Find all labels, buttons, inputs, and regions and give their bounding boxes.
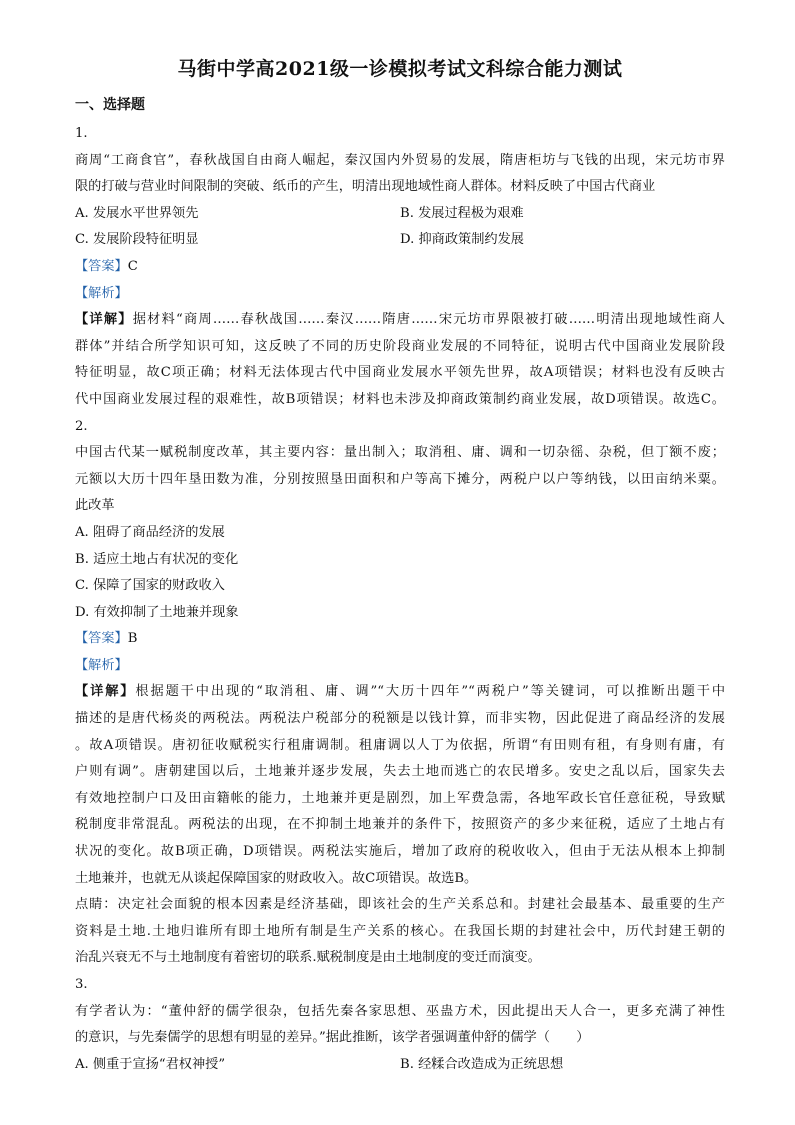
answer-line: [75, 626, 725, 653]
option-a: A. 发展水平世界领先: [75, 205, 199, 221]
detail-line: 有效地控制户口及田亩籍帐的能力，土地兼并更是剧烈，加上军费急需，各地军政长官任意征税，导致赋: [75, 790, 725, 806]
analysis-tag: 【解析】: [75, 657, 128, 673]
question-stem-line: 商周“工商食官”，春秋战国自由商人崛起，秦汉国内外贸易的发展，隋唐柜坊与飞钱的出现，宋元坊市界: [75, 152, 725, 168]
answer-value: C: [127, 258, 138, 274]
detail-line: 税制度非常混乱。两税法的出现，在不抑制土地兼并的条件下，按照资产的多少来征税，适应了土地占有: [75, 817, 725, 833]
detail-line: 群体”并结合所学知识可知，这反映了不同的历史阶段商业发展的不同特征，说明古代中国商业发展阶段: [75, 338, 725, 354]
question-stem-line: 中国古代某一赋税制度改革，其主要内容：量出制入；取消租、庸、调和一切杂徭、杂税，但丁额不废；: [75, 445, 725, 461]
answer-tag: 【答案】: [75, 258, 128, 274]
detail-line: 代中国商业发展过程的艰难性，故B项错误；材料也未涉及抑商政策制约商业发展，故D项错误。故选C。: [75, 391, 725, 407]
detail-tag: 【详解】: [75, 684, 136, 700]
section-heading: 一、选择题: [75, 97, 145, 113]
detail-line: 土地兼并，也就无从谈起保障国家的财政收入。故C项错误。故选B。: [75, 870, 478, 886]
detail-line: 描述的是唐代杨炎的两税法。两税法户税部分的税额是以钱计算，而非实物，因此促进了商品经济的发展: [75, 711, 725, 727]
note-line: 点睛：决定社会面貌的根本因素是经济基础，即该社会的生产关系总和。封建社会最基本、最重要的生产: [75, 897, 725, 913]
option-c: C. 发展阶段特征明显: [75, 232, 199, 248]
detail-tag: 【详解】: [75, 312, 133, 328]
detail-line: [75, 307, 725, 334]
detail-text: 据材料“商周……春秋战国……秦汉……隋唐……宋元坊市界限被打破……明清出现地域性商人: [132, 312, 725, 328]
option-row: [75, 227, 725, 254]
option-b: B. 发展过程极为艰难: [400, 205, 524, 221]
answer-value: B: [127, 631, 138, 647]
analysis-tag: 【解析】: [75, 285, 128, 301]
option-a: A. 阻碍了商品经济的发展: [75, 524, 225, 540]
note-line: 治乱兴衰无不与土地制度有着密切的联系.赋税制度是由土地制度的变迁而演变。: [75, 950, 541, 966]
question-number: 2.: [75, 418, 88, 434]
option-b: B. 经糅合改造成为正统思想: [400, 1056, 564, 1072]
detail-text: 根据题干中出现的“取消租、庸、调”“大历十四年”“两税户”等关键词，可以推断出题干中: [135, 684, 726, 700]
detail-line: 特征明显，故C项正确；材料无法体现古代中国商业发展水平领先世界，故A项错误；材料也没有反映古: [75, 365, 725, 381]
answer-tag: 【答案】: [75, 631, 128, 647]
option-d: D. 有效抑制了土地兼并现象: [75, 604, 239, 620]
question-stem-line: 有学者认为：“董仲舒的儒学很杂，包括先秦各家思想、巫蛊方术，因此提出天人合一，更多充满了神性: [75, 1003, 725, 1019]
page-title: 马街中学高2021级一诊模拟考试文科综合能力测试: [177, 58, 623, 80]
question-number: 3.: [75, 977, 88, 992]
option-row: [75, 1052, 725, 1079]
option-row: [75, 201, 725, 228]
option-b: B. 适应土地占有状况的变化: [75, 551, 239, 567]
question-stem-line: 此改革: [75, 498, 115, 514]
question-flow: [75, 121, 725, 1078]
option-c: C. 保障了国家的财政收入: [75, 578, 225, 594]
note-line: 资料是土地.土地归谁所有即土地所有制是生产关系的核心。在我国长期的封建社会中，历代封建王朝的: [75, 923, 725, 939]
detail-line: 状况的变化。故B项正确，D项错误。两税法实施后，增加了政府的税收收入，但由于无法从根本上抑制: [75, 844, 725, 860]
option-a: A. 侧重于宣扬“君权神授”: [75, 1056, 226, 1072]
detail-line: 。故A项错误。唐初征收赋税实行租庸调制。租庸调以人丁为依据，所谓“有田则有租，有身则有庸，有: [75, 737, 725, 753]
question-number: 1.: [75, 126, 88, 141]
question-stem-line: 元额以大历十四年垦田数为准，分别按照垦田面积和户等高下摊分，两税户以户等纳钱，以田亩纳米粟。: [75, 471, 725, 487]
question-stem-line: 限的打破与营业时间限制的突破、纸币的产生，明清出现地域性商人群体。材料反映了中国古代商业: [75, 179, 656, 195]
answer-line: [75, 254, 725, 281]
option-d: D. 抑商政策制约发展: [400, 232, 524, 248]
detail-line: 户则有调”。唐朝建国以后，土地兼并逐步发展，失去土地而逃亡的农民增多。安史之乱以后，国家失去: [75, 764, 725, 780]
question-stem-line: 的意识，与先秦儒学的思想有明显的差异。”据此推断，该学者强调董仲舒的儒学（ ）: [75, 1030, 590, 1046]
detail-line: [75, 679, 725, 706]
